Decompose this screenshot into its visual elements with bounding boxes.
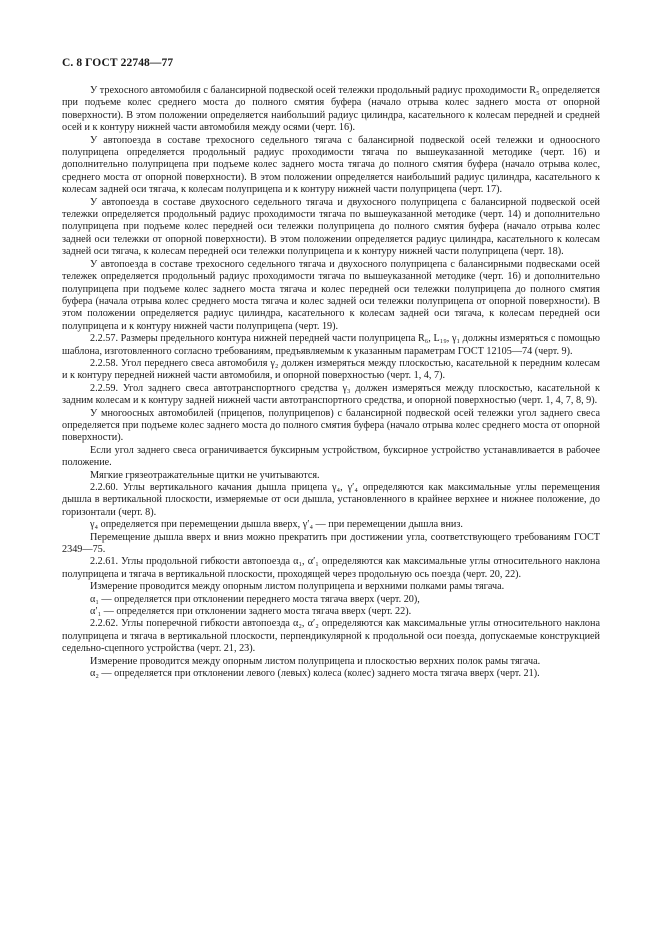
paragraph: 2.2.60. Углы вертикального качания дышла прицепа γ₄, γ′₄ определяются как максимальные углы перемещения дышла в вертикальной плоскости, измеряемые от оси дышла, установленного в крайнее верхнее и нижнее положение, до горизонтали (черт. 8). — [62, 482, 600, 518]
paragraph: У трехосного автомобиля с балансирной подвеской осей тележки продольный радиус проходимости R₅ определяется при подъеме колес среднего моста до полного смятия буфера (начало отрыва колес заднего моста от опорной поверхности). В этом положении определяется наибольший радиус цилиндра, касательного к колесам передней и средней осей и к контуру нижней части автомобиля между осями (черт. 16). — [62, 85, 600, 134]
paragraph: Измерение проводится между опорным листом полуприцепа и верхними полками рамы тягача. — [90, 581, 505, 593]
paragraph: У автопоезда в составе двухосного седельного тягача и двухосного полуприцепа с балансирной подвеской осей тележки определяется продольный радиус проходимости тягача по вышеуказанной методике (черт. 14) и дополнительно полуприцепа при подъеме колес передней оси тележки полуприцепа до полного смятия буфера (начало отрыва колес задней оси тележки от опорной поверхности). В этом положении определяется радиус цилиндра, касательного к колесам задней оси тягача, к колесам передней оси тележки полуприцепа и к контуру нижней части полуприцепа (черт. 18). — [62, 196, 600, 258]
paragraph: 2.2.58. Угол переднего свеса автомобиля γ₂ должен измеряться между плоскостью, касательной к передним колесам и к контуру передней нижней части автомобиля, и опорной поверхностью (черт. 1, 4, 7). — [62, 357, 600, 382]
paragraph: Если угол заднего свеса ограничивается буксирным устройством, буксирное устройство устанавливается в рабочее положение. — [62, 444, 600, 469]
paragraph: 2.2.61. Углы продольной гибкости автопоезда α₁, α′₁ определяются как максимальные углы относительного наклона полуприцепа и тягача в вертикальной плоскости, проходящей через продольную ось поезда (черт. 20, 22). — [62, 556, 600, 580]
paragraph: У многоосных автомобилей (прицепов, полуприцепов) с балансирной подвеской осей тележки угол заднего свеса определяется при подъеме колес заднего моста до полного смятия буфера (начало отрыва колес среднего моста от опорной поверхности). — [62, 407, 600, 444]
paragraph: 2.2.62. Углы поперечной гибкости автопоезда α₂, α′₂ определяются как максимальные углы относительного наклона полуприцепа и тягача в вертикальной плоскости, перпендикулярной к продольной оси поезда, допускаемые конструкцией седельно-сцепного устройства (черт. 21, 23). — [62, 618, 600, 655]
page-header: С. 8 ГОСТ 22748—77 — [62, 57, 174, 69]
paragraph: У автопоезда в составе трехосного седельного тягача и двухосного полуприцепа с балансирными подвесками осей тележек определяется продольный радиус проходимости тягача по вышеуказанной методике (черт. 16) и дополнительно полуприцепа при подъеме колес заднего моста тягача и колес передней оси тележки полуприцепа до полного смятия буфера (начала отрыва колес среднего моста тягача и колес задней оси тележки полуприцепа от опорной поверхности). В этом положении определяется радиус цилиндра, касательного к колесам задней оси тягача, к колесам передней оси полуприцепа и к контуру нижней части полуприцепа (черт. 19). — [62, 258, 600, 332]
paragraph: α₁ — определяется при отклонении переднего моста тягача вверх (черт. 20), — [90, 593, 420, 605]
document-body — [62, 85, 600, 681]
paragraph: γ₄ определяется при перемещении дышла вверх, γ′₄ — при перемещении дышла вниз. — [90, 519, 463, 531]
paragraph: 2.2.57. Размеры предельного контура нижней передней части полуприцепа R₆, L₁₉, γ₁ должны измеряться с помощью шаблона, изготовленного согласно требованиям, предъявляемым к указанным параметрам ГОСТ 12105—74 (черт. 9). — [62, 333, 600, 357]
paragraph: α₂ — определяется при отклонении левого (левых) колеса (колес) заднего моста тягача вверх (черт. 21). — [90, 668, 540, 680]
paragraph: Перемещение дышла вверх и вниз можно прекратить при достижении угла, соответствующего требованиям ГОСТ 2349—75. — [62, 531, 600, 556]
paragraph: У автопоезда в составе трехосного седельного тягача с балансирной подвеской осей тележки и одноосного полуприцепа определяется продольный радиус проходимости тягача по вышеуказанной методике (черт. 16) и дополнительно полуприцепа при подъеме колес заднего моста тягача до полного смятия буфера (начало отрыва колес, среднего моста от опорной поверхности). В этом положении определяется наибольший радиус цилиндра, касательного к колесам задней оси тягача, к колесам полуприцепа и к контуру нижней части полуприцепа (черт. 17). — [62, 134, 600, 196]
paragraph: α′₁ — определяется при отклонении заднего моста тягача вверх (черт. 22). — [90, 606, 412, 618]
paragraph: Мягкие грязеотражательные щитки не учитываются. — [90, 469, 320, 481]
paragraph: 2.2.59. Угол заднего свеса автотранспортного средства γ₃ должен измеряться между плоскостью, касательной к задним колесам и к контуру задней нижней части автотранспортного средства, и опорной поверхностью (черт. 1, 4, 7, 8, 9). — [62, 382, 600, 407]
paragraph: Измерение проводится между опорным листом полуприцепа и плоскостью верхних полок рамы тягача. — [90, 655, 541, 667]
